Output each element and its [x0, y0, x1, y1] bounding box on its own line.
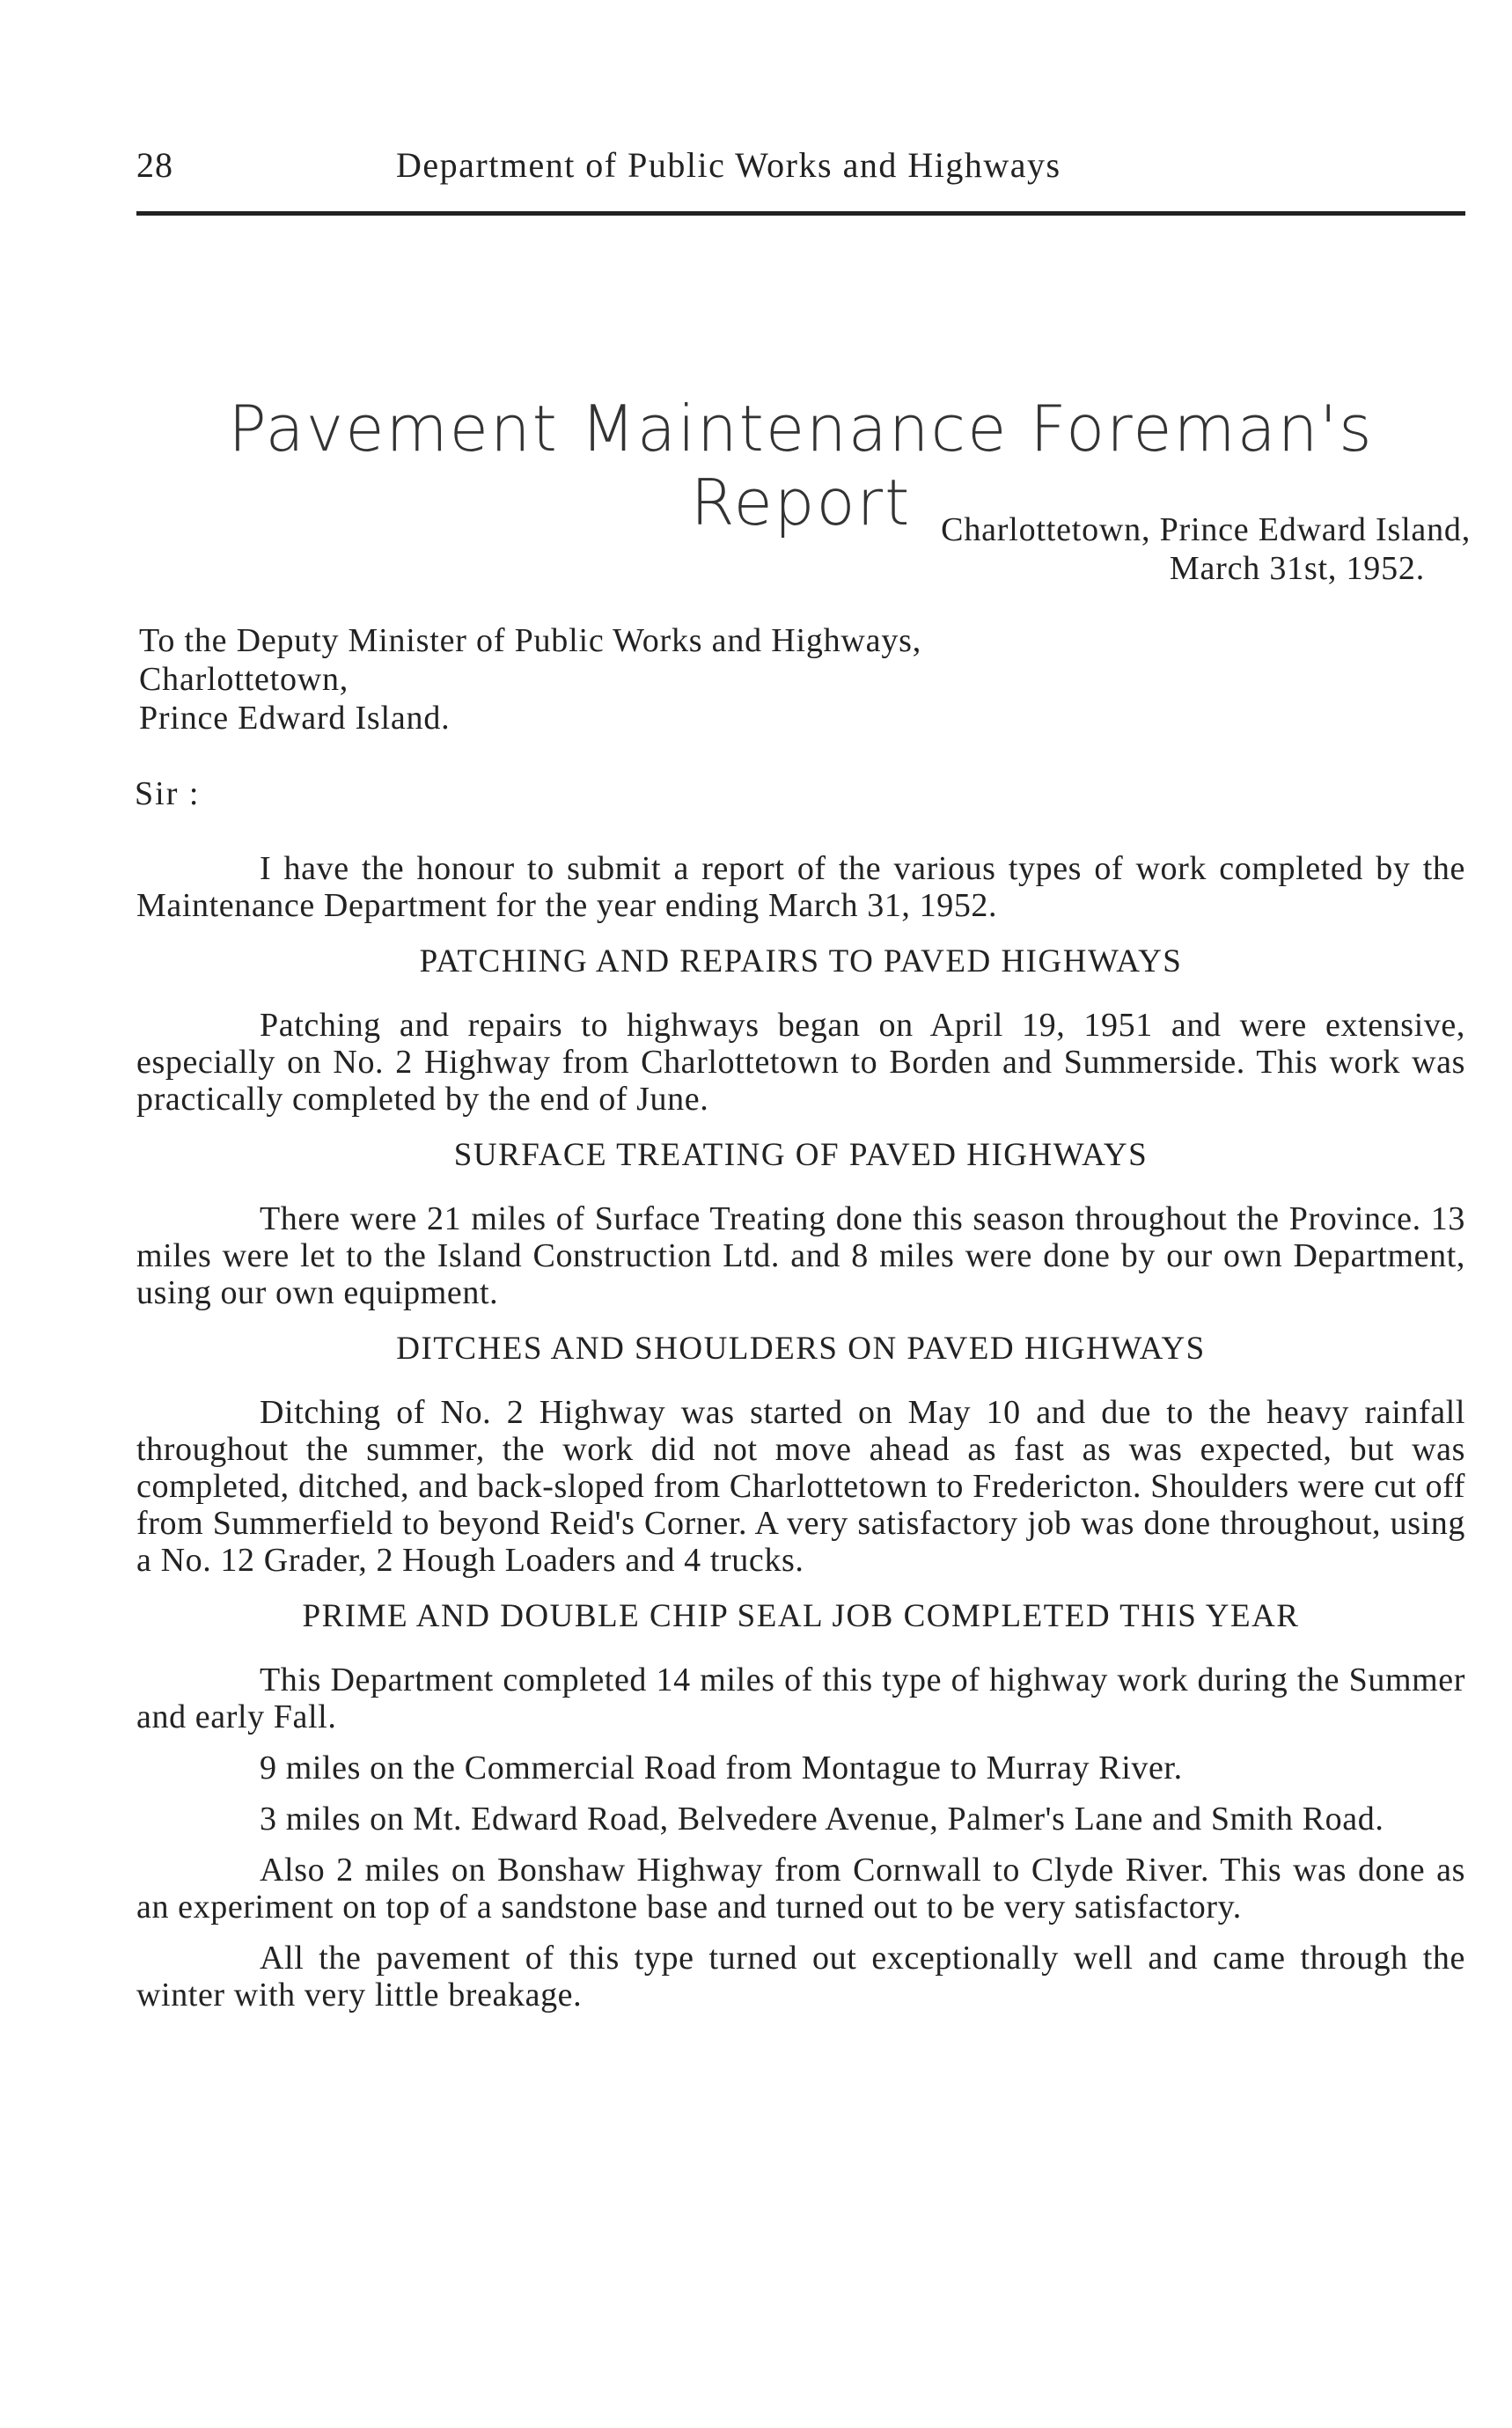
section-paragraph: Patching and repairs to highways began on April 19, 1951 and were extensive, especially on No. 2 Highway from Charlottetown to Borden and Summerside. This work was practically completed by the end of June.: [136, 1007, 1465, 1118]
running-header: [136, 144, 1465, 197]
report-body: [136, 850, 1465, 2028]
dateline: [941, 510, 1471, 588]
section-paragraph: Also 2 miles on Bonshaw Highway from Cornwall to Clyde River. This was done as an experiment on top of a sandstone base and turned out to be very satisfactory.: [136, 1852, 1465, 1926]
addressee-line: To the Deputy Minister of Public Works and Highways,: [139, 622, 922, 659]
intro-paragraph: I have the honour to submit a report of the various types of work completed by the Maintenance Department for the year ending March 31, 1952.: [136, 850, 1465, 924]
section-paragraph: There were 21 miles of Surface Treating done this season throughout the Province. 13 miles were let to the Island Construction Ltd. and 8 miles were done by our own Department, using our own equipment.: [136, 1200, 1465, 1311]
section-paragraph: 9 miles on the Commercial Road from Montague to Murray River.: [260, 1749, 1183, 1786]
page-number: 28: [136, 145, 173, 185]
running-title: Department of Public Works and Highways: [396, 145, 1061, 185]
section-paragraph: All the pavement of this type turned out exceptionally well and came through the winter with very little breakage.: [136, 1940, 1465, 2014]
dateline-date: March 31st, 1952.: [1169, 550, 1425, 587]
header-rule: [136, 211, 1465, 216]
salutation: Sir :: [135, 775, 201, 812]
section-paragraph: 3 miles on Mt. Edward Road, Belvedere Avenue, Palmer's Lane and Smith Road.: [260, 1801, 1384, 1838]
section-heading: DITCHES AND SHOULDERS ON PAVED HIGHWAYS: [396, 1331, 1206, 1367]
section-heading: PRIME AND DOUBLE CHIP SEAL JOB COMPLETED THIS YEAR: [302, 1598, 1300, 1634]
section-heading: PATCHING AND REPAIRS TO PAVED HIGHWAYS: [419, 943, 1183, 979]
addressee-block: [139, 621, 921, 737]
report-title: Pavement Maintenance Foreman's Report: [228, 392, 1374, 539]
section-heading: SURFACE TREATING OF PAVED HIGHWAYS: [453, 1137, 1149, 1173]
section-paragraph: Ditching of No. 2 Highway was started on May 10 and due to the heavy rainfall throughout the summer, the work did not move ahead as fast as was expected, but was completed, ditched, and back-sloped from Charlottetown to Fredericton. Shoulders were cut off from Summerfield to beyond Reid's Corner. A very satisfactory job was done throughout, using a No. 12 Grader, 2 Hough Loaders and 4 trucks.: [136, 1394, 1465, 1579]
dateline-place: Charlottetown, Prince Edward Island,: [941, 511, 1471, 548]
addressee-line: Charlottetown,: [139, 661, 349, 698]
section-paragraph: This Department completed 14 miles of this type of highway work during the Summer and early Fall.: [136, 1661, 1465, 1735]
addressee-line: Prince Edward Island.: [139, 700, 451, 737]
